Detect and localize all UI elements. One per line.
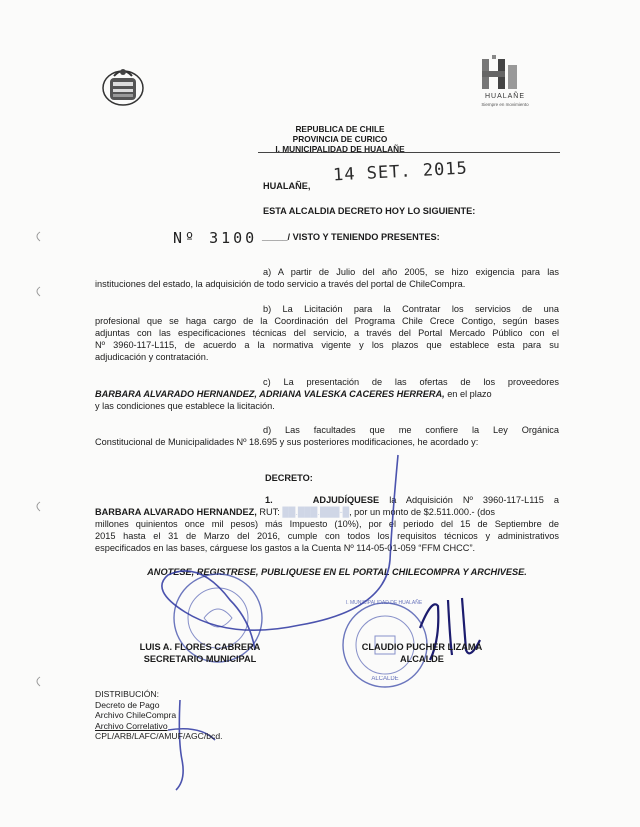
logo-tagline: Siempre en movimiento [481, 102, 529, 107]
closing-line: ANOTESE, REGISTRESE, PUBLIQUESE EN EL PORTAL CHILECOMPRA Y ARCHIVESE. [147, 567, 527, 577]
adjudiquese-label: ADJUDÍQUESE [312, 495, 380, 505]
distribution-item: Decreto de Pago [95, 699, 160, 710]
distribution-item: Archivo Correlativo [95, 720, 168, 731]
decreto-line2-rest: , por un monto de $2.511.000.- (dos [349, 507, 495, 517]
date-stamp: 14 SET. 2015 [332, 158, 469, 186]
paragraph-d-line1: d) Las facultades que me confiere la Ley Orgánica [263, 425, 559, 435]
decreto-line4: 2015 hasta el 31 de Marzo del 2016, cumple con todos los requisitos técnicos y administrativos [95, 531, 559, 541]
paragraph-b-line1: b) La Licitación para la Contratar los servicios de una [263, 304, 559, 314]
logo-name: HUALAÑE [484, 93, 526, 100]
left-signer-name: LUIS A. FLORES CABRERA [139, 642, 261, 652]
decreto-title: DECRETO: [265, 473, 313, 483]
item-number: 1. [265, 495, 273, 505]
paragraph-a-line2: instituciones del estado, la adquisición de todo servicio a través del portal de ChileCompra. [95, 279, 466, 289]
decree-number-stamp: Nº 3100 [173, 229, 258, 247]
right-signer-title: ALCALDE [400, 654, 444, 664]
c-rest: en el plazo [444, 389, 492, 399]
rut-label: RUT: [256, 507, 283, 517]
distribution-item: CPL/ARB/LAFC/AMUF/AGC/bcd. [95, 731, 223, 741]
paragraph-c-line1: c) La presentación de las ofertas de los proveedores [263, 377, 559, 387]
paragraph-b-line3: adjuntas con las especificaciones técnicas del servicio, a través del Portal Mercado Público con el [95, 328, 559, 338]
distribution-title: DISTRIBUCIÓN: [95, 689, 159, 699]
paragraph-c-line3: y las condiciones que establece la licitación. [95, 401, 275, 411]
visto-label: _____/ VISTO Y TENIENDO PRESENTES: [262, 232, 440, 242]
right-seal-text: I. MUNICIPALIDAD DE HUALAÑE [345, 600, 423, 606]
paragraph-d-line2: Constitucional de Municipalidades Nº 18.695 y sus posteriores modificaciones, he acordado y: [95, 437, 479, 447]
header-republic: REPUBLICA DE CHILE [295, 124, 385, 134]
paragraph-b-line5: adjudicación y contratación. [95, 352, 209, 362]
right-signer-name: CLAUDIO PUCHER LIZAMA [361, 642, 483, 652]
date-place: HUALAÑE, [263, 181, 311, 191]
paragraph-b-line4: Nº 3960-117-L115, de acuerdo a la normativa vigente y los plazos que establece esta para su [95, 340, 559, 350]
paragraph-a-line1: a) A partir de Julio del año 2005, se hizo exigencia para las [263, 267, 559, 277]
decreto-line5: especificados en las bases, cárguese los gastos a la Cuenta Nº 114-05-01-059 “FFM CHCC”. [95, 543, 476, 553]
left-signer-title: SECRETARIO MUNICIPAL [143, 654, 257, 664]
decreto-line1-rest: la Adquisición Nº 3960-117-L115 a [379, 495, 560, 505]
intro-line: ESTA ALCALDIA DECRETO HOY LO SIGUIENTE: [263, 206, 476, 216]
distribution-item: Archivo ChileCompra [95, 710, 177, 720]
awardee-name: BARBARA ALVARADO HERNANDEZ, [95, 507, 257, 517]
right-seal-bottom-text: ALCALDE [371, 676, 399, 682]
decreto-line3: millones quinientos once mil pesos) más Impuesto (10%), por el periodo del 15 de Septiembre de [95, 519, 559, 529]
paragraph-b-line2: profesional que se haga cargo de la Coordinación del Programa Chile Crece Contigo, según bases [95, 316, 559, 326]
c-bidders: BARBARA ALVARADO HERNANDEZ, ADRIANA VALESKA CACERES HERRERA, [95, 389, 445, 399]
rut-redacted: ██.███.███-█ [282, 507, 350, 517]
header-municipality: I. MUNICIPALIDAD DE HUALAÑE [275, 144, 405, 154]
header-province: PROVINCIA DE CURICO [292, 134, 388, 144]
